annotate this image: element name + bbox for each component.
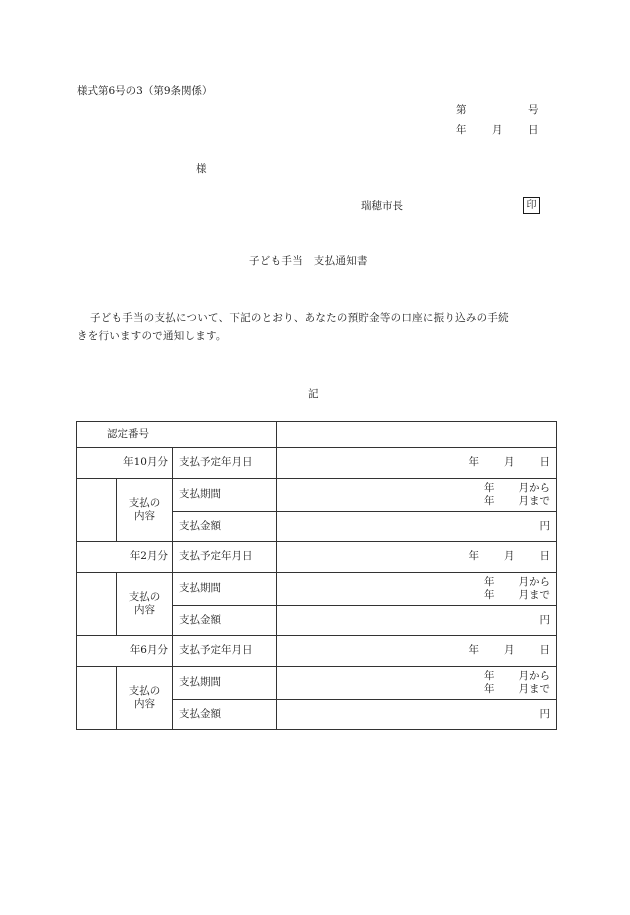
yen-unit: 円 <box>539 613 551 626</box>
period-from-line <box>283 482 550 495</box>
payment-period-value <box>277 573 557 606</box>
payment-schedule-row <box>77 448 557 479</box>
payment-content-label <box>117 573 173 636</box>
body-text-line-2: きを行いますので通知します。 <box>77 330 227 342</box>
payment-amount-label: 支払金額 <box>173 512 277 542</box>
seal-stamp-mark <box>523 197 540 214</box>
scheduled-date-label: 支払予定年月日 <box>173 448 277 479</box>
payment-period-label: 支払期間 <box>173 479 277 512</box>
period-to-year-unit: 年 <box>484 589 495 601</box>
document-number-suffix: 号 <box>528 104 539 116</box>
scheduled-date-value <box>277 448 557 479</box>
scheduled-month-unit: 月 <box>504 550 515 563</box>
period-to-year-unit: 年 <box>484 495 495 507</box>
issue-date-day: 日 <box>528 124 539 136</box>
period-to-month-unit: 月まで <box>518 589 551 601</box>
addressee-honorific: 様 <box>196 163 207 175</box>
issue-date-year: 年 <box>456 124 467 136</box>
payment-amount-value <box>277 512 557 542</box>
scheduled-day-unit: 日 <box>539 644 551 657</box>
period-from-month-unit: 月から <box>518 575 551 588</box>
payment-details-table <box>76 421 557 730</box>
period-to-month-unit: 月まで <box>518 495 551 507</box>
scheduled-year-unit: 年 <box>468 644 480 657</box>
payment-content-text: 支払の 内容 <box>128 590 161 616</box>
scheduled-day-unit: 日 <box>539 456 551 469</box>
sender-name: 瑞穂市長 <box>361 200 403 212</box>
payment-content-label <box>117 479 173 542</box>
body-text-line-1: 子ども手当の支払について、下記のとおり、あなたの預貯金等の口座に振り込みの手続 <box>90 312 509 324</box>
issue-date-month: 月 <box>492 124 503 136</box>
indent-spacer <box>77 573 117 636</box>
certification-number-value <box>277 422 557 448</box>
period-from-line <box>283 670 550 683</box>
period-from-line <box>283 576 550 589</box>
payment-schedule-row <box>77 636 557 667</box>
payment-amount-value <box>277 700 557 730</box>
period-from-month-unit: 月から <box>518 481 551 494</box>
payment-month-label: 年6月分 <box>77 636 173 667</box>
indent-spacer <box>77 479 117 542</box>
period-to-line <box>283 589 550 602</box>
payment-month-label: 年10月分 <box>77 448 173 479</box>
document-title: 子ども手当 支払通知書 <box>249 255 368 267</box>
payment-amount-value <box>277 606 557 636</box>
scheduled-year-unit: 年 <box>468 456 480 469</box>
indent-spacer <box>77 667 117 730</box>
scheduled-day-unit: 日 <box>539 550 551 563</box>
scheduled-date-label: 支払予定年月日 <box>173 636 277 667</box>
payment-period-row <box>77 479 557 512</box>
seal-label: 印 <box>526 199 537 211</box>
payment-period-row <box>77 667 557 700</box>
payment-content-label <box>117 667 173 730</box>
period-to-line <box>283 683 550 696</box>
scheduled-date-label: 支払予定年月日 <box>173 542 277 573</box>
payment-month-label: 年2月分 <box>77 542 173 573</box>
payment-amount-label: 支払金額 <box>173 700 277 730</box>
period-to-month-unit: 月まで <box>518 683 551 695</box>
scheduled-date-value <box>277 636 557 667</box>
period-to-year-unit: 年 <box>484 683 495 695</box>
payment-content-text: 支払の 内容 <box>128 496 161 522</box>
scheduled-date-value <box>277 542 557 573</box>
scheduled-month-unit: 月 <box>504 456 515 469</box>
payment-content-text: 支払の 内容 <box>128 684 161 710</box>
payment-period-value <box>277 667 557 700</box>
document-number-label: 第 <box>456 104 467 116</box>
payment-amount-label: 支払金額 <box>173 606 277 636</box>
certification-number-label: 認定番号 <box>77 422 277 448</box>
period-to-line <box>283 495 550 508</box>
certification-number-row <box>77 422 557 448</box>
payment-schedule-row <box>77 542 557 573</box>
period-from-year-unit: 年 <box>484 669 495 682</box>
section-mark: 記 <box>308 388 319 400</box>
payment-period-value <box>277 479 557 512</box>
period-from-month-unit: 月から <box>518 669 551 682</box>
yen-unit: 円 <box>539 519 551 532</box>
period-from-year-unit: 年 <box>484 481 495 494</box>
yen-unit: 円 <box>539 707 551 720</box>
payment-period-row <box>77 573 557 606</box>
form-identifier: 様式第6号の3（第9条関係） <box>77 85 213 97</box>
scheduled-year-unit: 年 <box>468 550 480 563</box>
period-from-year-unit: 年 <box>484 575 495 588</box>
payment-period-label: 支払期間 <box>173 667 277 700</box>
payment-period-label: 支払期間 <box>173 573 277 606</box>
scheduled-month-unit: 月 <box>504 644 515 657</box>
